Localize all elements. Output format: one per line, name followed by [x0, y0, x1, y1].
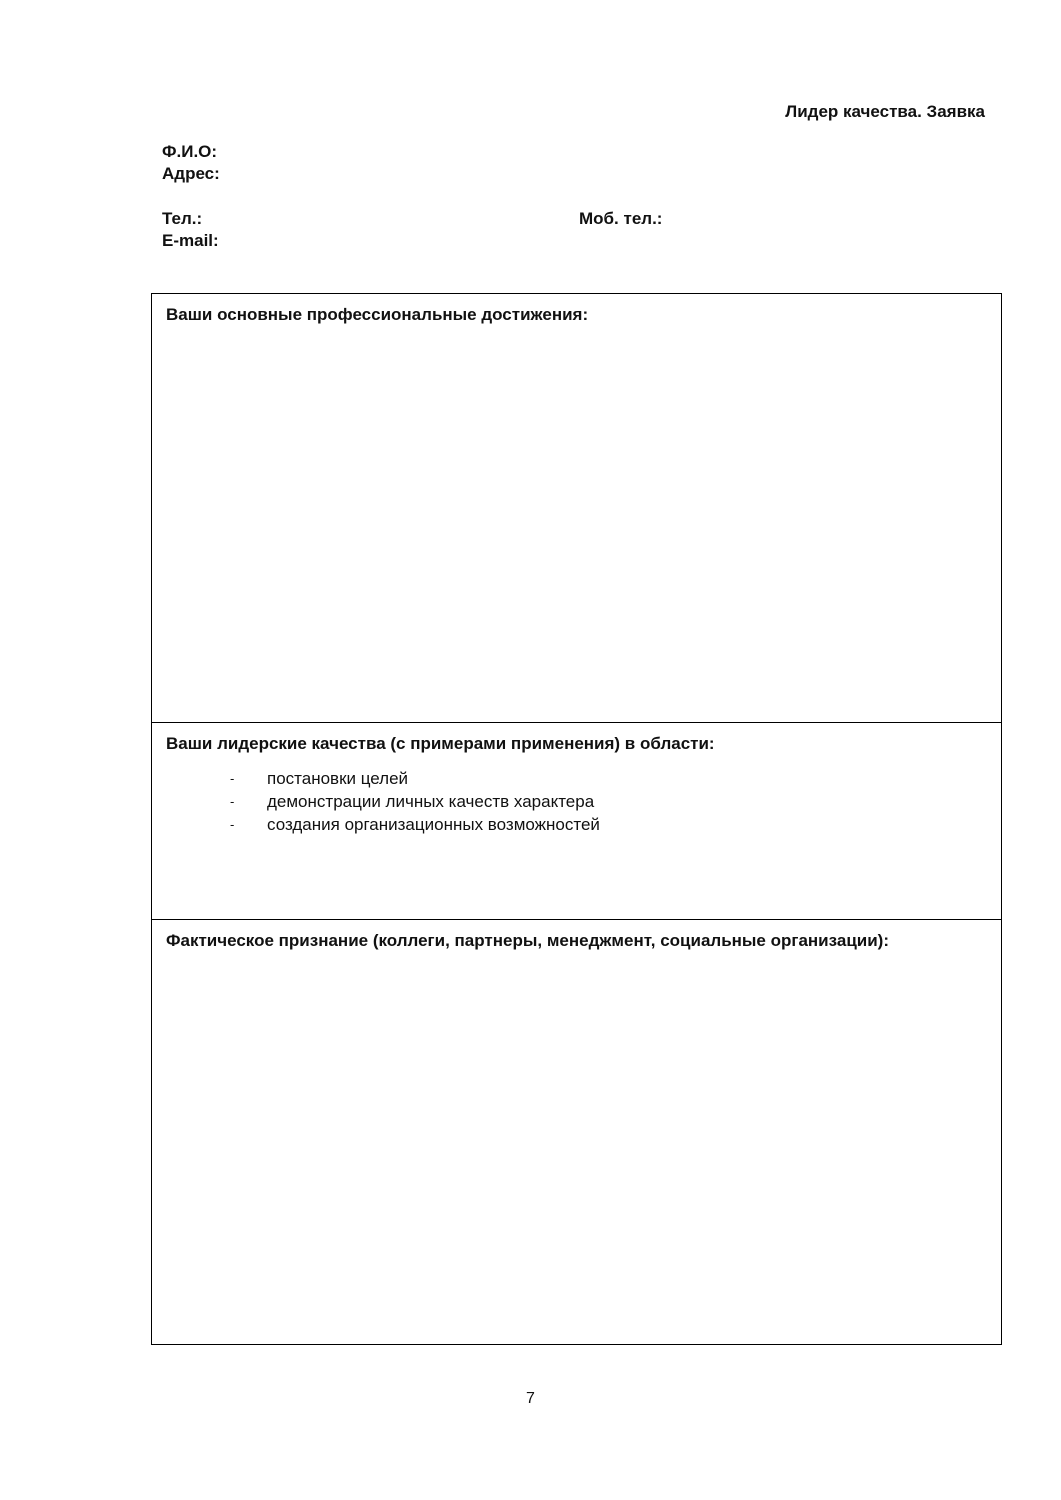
page-number: 7	[526, 1390, 535, 1407]
list-item	[230, 813, 600, 836]
achievements-section[interactable]	[152, 294, 1001, 723]
bullet-dash: -	[230, 817, 235, 832]
bullet-dash: -	[230, 794, 235, 809]
phone-label: Тел.:	[162, 209, 203, 228]
fio-label: Ф.И.О:	[162, 142, 218, 161]
recognition-section[interactable]	[152, 920, 1001, 1344]
leadership-bullet-list	[230, 767, 600, 836]
address-label: Адрес:	[162, 164, 220, 183]
mobile-phone-label: Моб. тел.:	[579, 209, 663, 228]
bullet-text: создания организационных возможностей	[267, 815, 600, 834]
bullet-text: постановки целей	[267, 769, 409, 788]
achievements-title: Ваши основные профессиональные достижения:	[166, 305, 589, 324]
email-label: E-mail:	[162, 231, 219, 250]
recognition-title: Фактическое признание (коллеги, партнеры, менеджмент, социальные организации):	[166, 931, 889, 950]
list-item	[230, 767, 600, 790]
leadership-section[interactable]	[152, 723, 1001, 920]
bullet-text: демонстрации личных качеств характера	[267, 792, 595, 811]
bullet-dash: -	[230, 771, 235, 786]
application-form-table	[151, 293, 1002, 1345]
document-title: Лидер качества. Заявка	[785, 102, 985, 121]
leadership-title: Ваши лидерские качества (с примерами применения) в области:	[166, 734, 715, 753]
list-item	[230, 790, 600, 813]
